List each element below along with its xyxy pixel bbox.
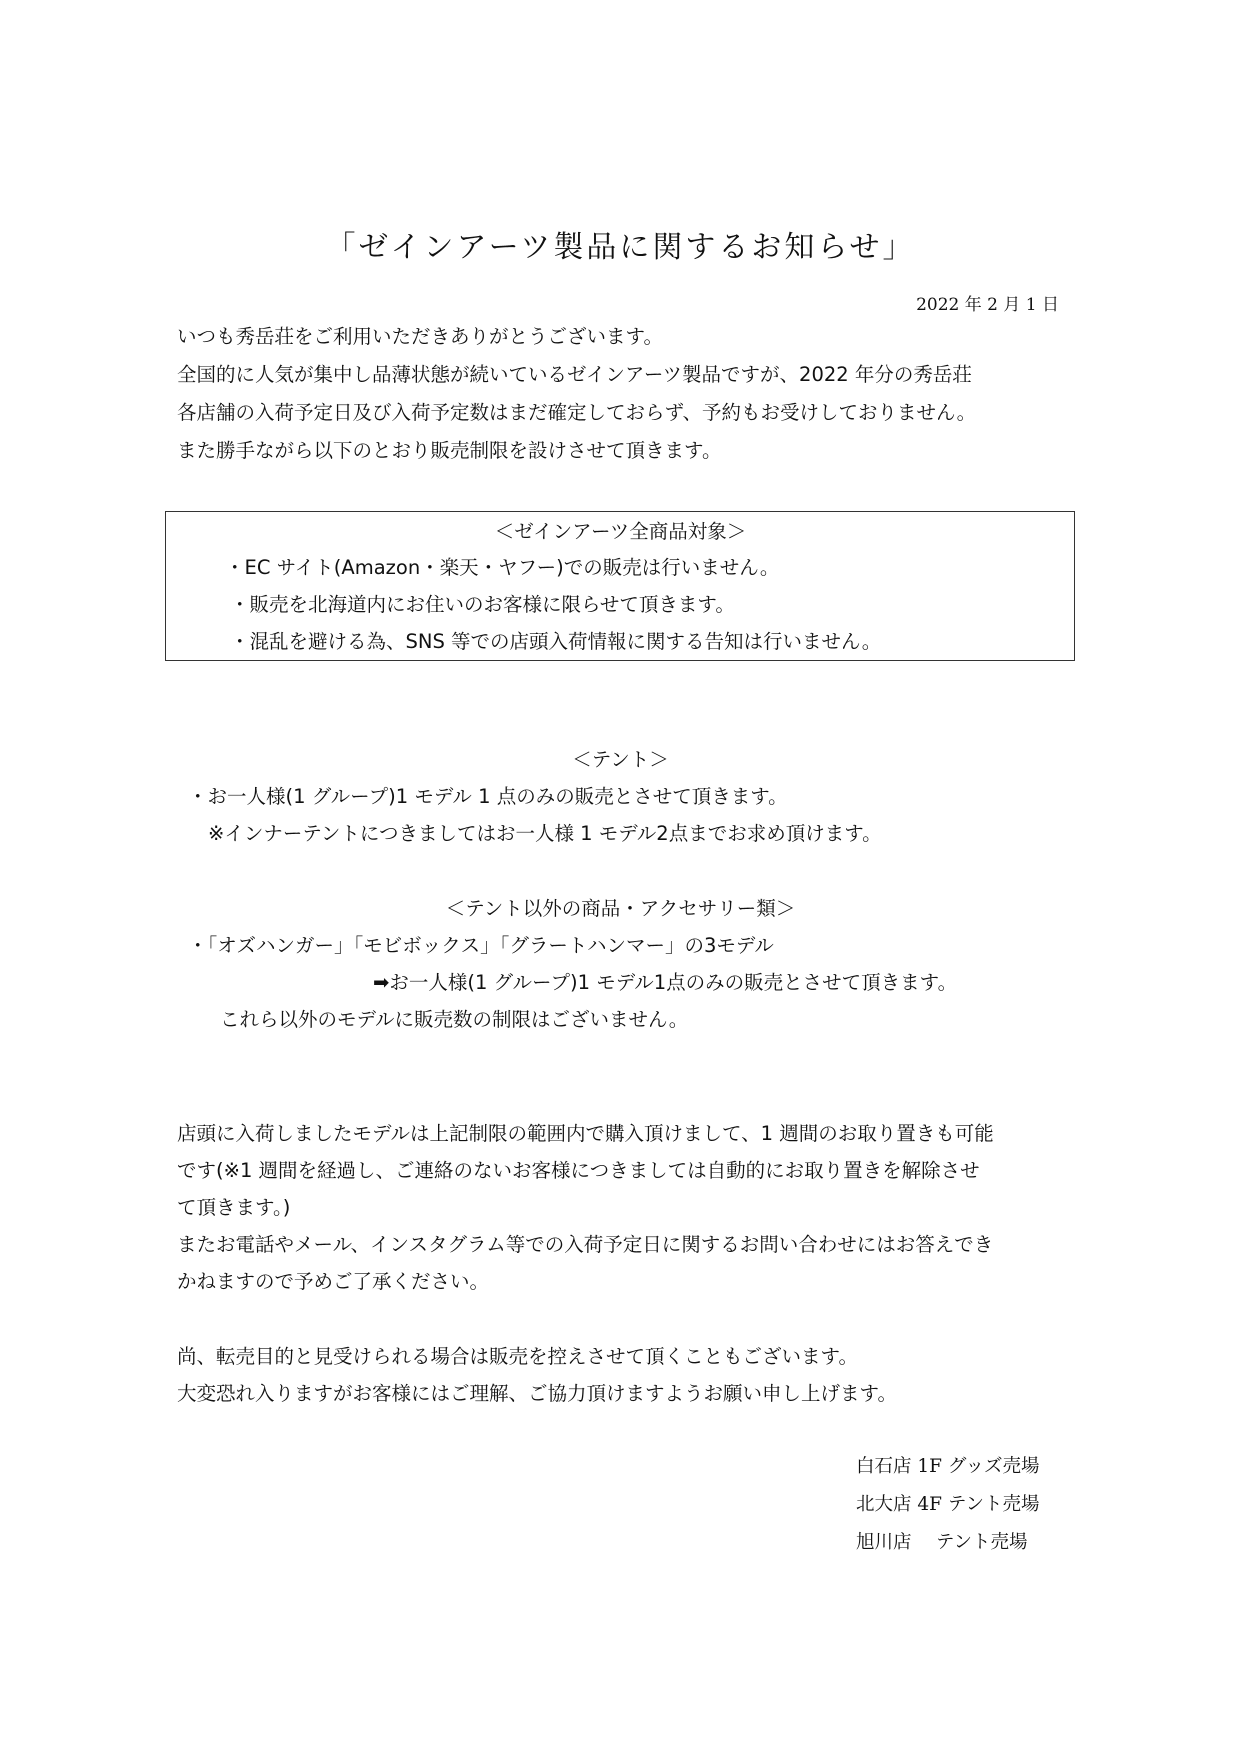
accessory-heading: ＜テント以外の商品・アクセサリー類＞	[445, 897, 796, 920]
closing-line: 尚、転売目的と見受けられる場合は販売を控えさせて頂くこともございます。	[177, 1345, 858, 1368]
intro-line: いつも秀岳荘をご利用いただきありがとうございます。	[177, 325, 663, 348]
restriction-item: ・販売を北海道内にお住いのお客様に限らせて頂きます。	[230, 593, 735, 616]
tent-rule: ・お一人様(1 グループ)1 モデル 1 点のみの販売とさせて頂きます。	[188, 785, 788, 808]
intro-line: 全国的に人気が集中し品薄状態が続いているゼインアーツ製品ですが、2022 年分の秀岳荘	[177, 363, 972, 386]
store-asahikawa: 旭川店 テント売場	[856, 1532, 1028, 1553]
closing-line: 大変恐れ入りますがお客様にはご理解、ご協力頂けますようお願い申し上げます。	[177, 1382, 897, 1405]
notice-line: 店頭に入荷しましたモデルは上記制限の範囲内で購入頂けまして、1 週間のお取り置きも可能	[177, 1122, 994, 1145]
document-date: 2022 年 2 月 1 日	[916, 295, 1059, 315]
store-shiroishi: 白石店 1F グッズ売場	[856, 1456, 1040, 1477]
tent-rule-note: ※インナーテントにつきましてはお一人様 1 モデル2点までお求め頂けます。	[208, 822, 882, 845]
notice-line: です(※1 週間を経過し、ご連絡のないお客様につきましては自動的にお取り置きを解除させ	[177, 1159, 980, 1182]
accessory-models: ・「オズハンガー」「モビボックス」「グラートハンマー」の3モデル	[188, 934, 774, 957]
tent-heading: ＜テント＞	[572, 748, 669, 771]
restriction-item: ・EC サイト(Amazon・楽天・ヤフー)での販売は行いません。	[225, 556, 780, 579]
document-title: 「ゼインアーツ製品に関するお知らせ」	[325, 230, 916, 265]
notice-line: かねますので予めご了承ください。	[177, 1270, 490, 1293]
accessory-other-note: これら以外のモデルに販売数の制限はございません。	[220, 1008, 689, 1031]
restriction-item: ・混乱を避ける為、SNS 等での店頭入荷情報に関する告知は行いません。	[230, 630, 882, 653]
intro-line: 各店舗の入荷予定日及び入荷予定数はまだ確定しておらず、予約もお受けしておりません。	[177, 401, 977, 424]
intro-line: また勝手ながら以下のとおり販売制限を設けさせて頂きます。	[177, 439, 722, 462]
notice-line: またお電話やメール、インスタグラム等での入荷予定日に関するお問い合わせにはお答えでき	[177, 1233, 994, 1256]
all-products-heading: ＜ゼインアーツ全商品対象＞	[494, 520, 747, 543]
notice-line: て頂きます。)	[177, 1196, 291, 1219]
store-hokudai: 北大店 4F テント売場	[856, 1494, 1040, 1515]
accessory-rule: ➡お一人様(1 グループ)1 モデル1点のみの販売とさせて頂きます。	[373, 971, 958, 994]
